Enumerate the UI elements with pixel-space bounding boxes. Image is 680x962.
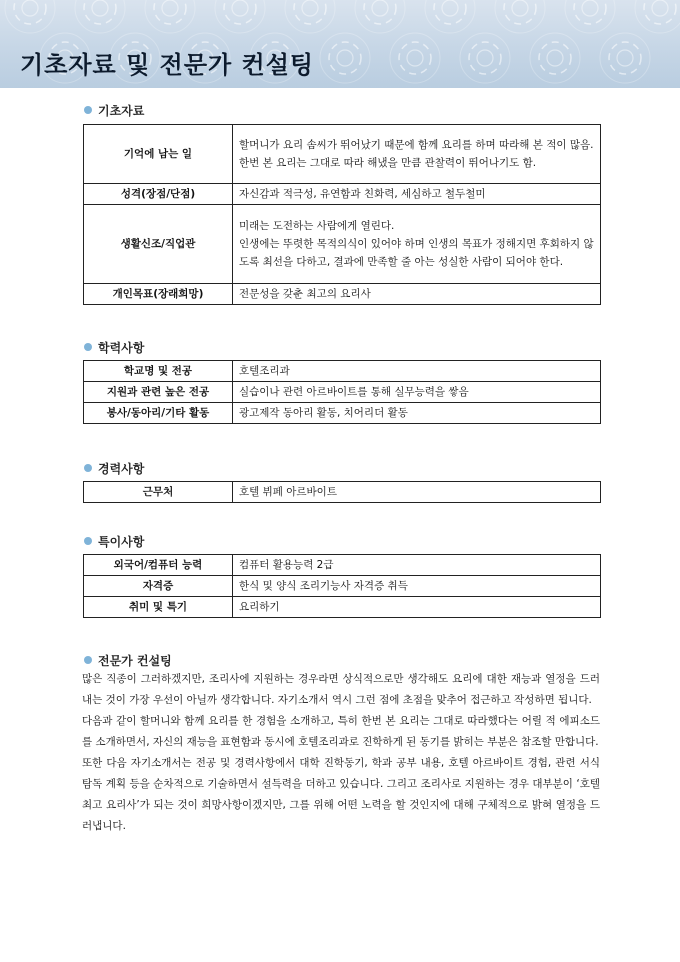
table-row <box>84 284 601 305</box>
section-title: 특이사항 <box>98 535 145 549</box>
table-row <box>84 403 601 424</box>
row-label: 기억에 남는 일 <box>84 125 233 184</box>
section-heading-education <box>84 339 144 356</box>
table-row <box>84 205 601 284</box>
header-banner <box>0 0 680 88</box>
row-label: 봉사/동아리/기타 활동 <box>84 403 233 424</box>
section-title: 학력사항 <box>98 341 145 355</box>
bullet-icon <box>84 656 92 664</box>
section-heading-basic <box>84 102 144 119</box>
table-row <box>84 125 601 184</box>
table-row <box>84 482 601 503</box>
row-value: 자신감과 적극성, 유연함과 친화력, 세심하고 철두철미 <box>233 184 601 205</box>
section-heading-career <box>84 460 144 477</box>
row-label: 성격(장점/단점) <box>84 184 233 205</box>
section-heading-consulting <box>84 652 172 669</box>
table-row <box>84 576 601 597</box>
bullet-icon <box>84 343 92 351</box>
career-table <box>83 481 601 503</box>
table-row <box>84 597 601 618</box>
section-title: 경력사항 <box>98 462 145 476</box>
row-value: 호텔 뷔페 아르바이트 <box>233 482 601 503</box>
consulting-body <box>82 669 600 837</box>
consulting-paragraph: 많은 직종이 그러하겠지만, 조리사에 지원하는 경우라면 상식적으로만 생각해도 요리에 대한 재능과 열정을 드러내는 것이 가장 우선이 아닐까 생각합니다. 자기소개서 역시 그런 점에 초점을 맞추어 접근하고 작성하면 됩니다. <box>82 673 600 706</box>
table-row <box>84 184 601 205</box>
row-value: 컴퓨터 활용능력 2급 <box>233 555 601 576</box>
row-value: 호텔조리과 <box>233 361 601 382</box>
section-title: 기초자료 <box>98 104 145 118</box>
row-label: 근무처 <box>84 482 233 503</box>
special-table <box>83 554 601 618</box>
row-value: 광고제작 동아리 활동, 치어리더 활동 <box>233 403 601 424</box>
section-heading-special <box>84 533 144 550</box>
table-row <box>84 361 601 382</box>
section-title: 전문가 컨설팅 <box>98 654 172 668</box>
row-label: 생활신조/직업관 <box>84 205 233 284</box>
row-value: 한식 및 양식 조리기능사 자격증 취득 <box>233 576 601 597</box>
row-label: 외국어/컴퓨터 능력 <box>84 555 233 576</box>
page-title: 기초자료 및 전문가 컨설팅 <box>20 51 315 79</box>
bullet-icon <box>84 464 92 472</box>
row-value: 할머니가 요리 솜씨가 뛰어났기 때문에 함께 요리를 하며 따라해 본 적이 많음. 한번 본 요리는 그대로 따라 해냈을 만큼 관찰력이 뛰어나기도 함. <box>233 125 601 184</box>
row-value: 전문성을 갖춘 최고의 요리사 <box>233 284 601 305</box>
row-label: 학교명 및 전공 <box>84 361 233 382</box>
consulting-paragraph: 다음과 같이 할머니와 함께 요리를 한 경험을 소개하고, 특히 한번 본 요리는 그대로 따라했다는 어릴 적 에피소드를 소개하면서, 자신의 재능을 표현함과 동시에 호텔조리과로 진학하게 된 동기를 밝히는 부분은 참조할 만합니다. <box>82 715 600 748</box>
bullet-icon <box>84 106 92 114</box>
row-value: 실습이나 관련 아르바이트를 통해 실무능력을 쌓음 <box>233 382 601 403</box>
row-label: 개인목표(장래희망) <box>84 284 233 305</box>
row-value: 요리하기 <box>233 597 601 618</box>
row-label: 취미 및 특기 <box>84 597 233 618</box>
table-row <box>84 555 601 576</box>
basic-info-table <box>83 124 601 305</box>
consulting-paragraph: 또한 다음 자기소개서는 전공 및 경력사항에서 대학 진학동기, 학과 공부 내용, 호텔 아르바이트 경험, 관련 서식 탐독 계획 등을 순차적으로 기술하면서 설득력을 더하고 있습니다. 그리고 조리사로 지원하는 경우 대부분이 ‘호텔 최고 요리사’가 되는 것이 희망사항이겠지만, 그를 위해 어떤 노력을 할 것인지에 대해 구체적으로 밝혀 열정을 드러냅니다. <box>82 757 600 832</box>
row-label: 지원과 관련 높은 전공 <box>84 382 233 403</box>
row-value: 미래는 도전하는 사람에게 열린다. 인생에는 뚜렷한 목적의식이 있어야 하며 인생의 목표가 정해지면 후회하지 않도록 최선을 다하고, 결과에 만족할 줄 아는 성실한 사람이 되어야 한다. <box>233 205 601 284</box>
table-row <box>84 382 601 403</box>
bullet-icon <box>84 537 92 545</box>
row-label: 자격증 <box>84 576 233 597</box>
education-table <box>83 360 601 424</box>
